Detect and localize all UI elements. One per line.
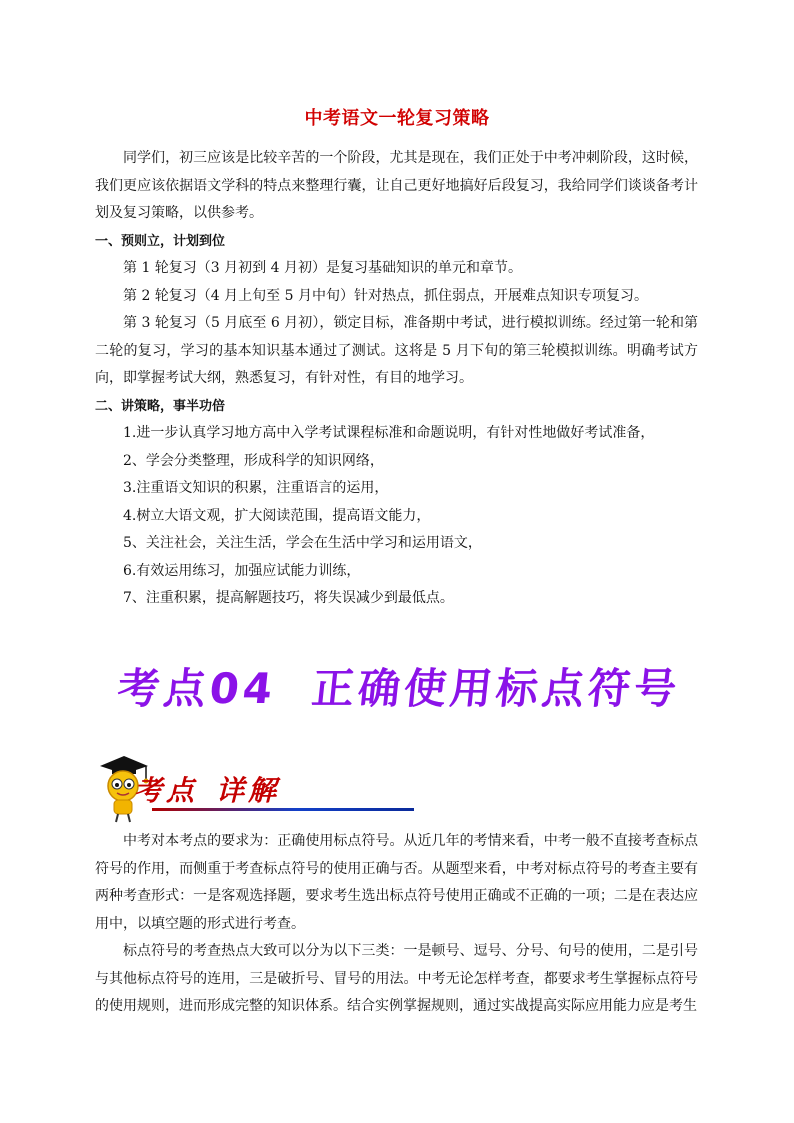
strategy-section (95, 145, 698, 613)
topic-name: 正确使用标点符号 (309, 664, 683, 713)
explanation-paragraph: 标点符号的考查热点大致可以分为以下三类：一是顿号、逗号、分号、句号的使用，二是引号与其他标点符号的连用，三是破折号、冒号的用法。中考无论怎样考查，都要求考生掌握标点符号的使用规则，进而形成完整的知识体系。结合实例掌握规则，通过实战提高实际应用能力应是考生 (95, 943, 698, 1014)
section2-heading: 二、讲策略，事半功倍 (95, 398, 226, 414)
section2-item: 5、关注社会，关注生活，学会在生活中学习和运用语文， (123, 535, 482, 551)
topic-code: 考点04 (115, 664, 279, 713)
section2-item: 1.进一步认真学习地方高中入学考试课程标准和命题说明，有针对性地做好考试准备， (123, 425, 655, 441)
section2-item: 3.注重语文知识的积累，注重语言的运用， (123, 480, 389, 496)
section2-item: 4.树立大语文观，扩大阅读范围，提高语文能力， (123, 507, 431, 524)
section2-item: 6.有效运用练习，加强应试能力训练， (123, 562, 361, 579)
banner-text (134, 769, 280, 809)
section1-item: 第 2 轮复习（4 月上旬至 5 月中旬）针对热点，抓住弱点，开展难点知识专项复习。 (123, 287, 648, 304)
section1-item: 第 1 轮复习（3 月初到 4 月初）是复习基础知识的单元和章节。 (123, 260, 522, 276)
banner-underline (152, 808, 414, 811)
banner-word-2: 详解 (216, 774, 281, 807)
section1-paragraph: 第 3 轮复习（5 月底至 6 月初），锁定目标，准备期中考试，进行模拟训练。经过第一轮和第二轮的复习，学习的基本知识基本通过了测试。这将是 5 月下旬的第三轮模拟训练。明确考试方向，即掌握考试大纲，熟悉复习，有针对性，有目的地学习。 (95, 315, 698, 386)
document-title: 中考语文一轮复习策略 (304, 108, 490, 129)
section-banner (94, 752, 334, 824)
section2-item: 7、注重积累，提高解题技巧，将失误减少到最低点。 (123, 590, 454, 606)
section1-heading: 一、预则立，计划到位 (95, 233, 226, 249)
section2-item: 2、学会分类整理，形成科学的知识网络， (123, 452, 384, 469)
intro-paragraph: 同学们，初三应该是比较辛苦的一个阶段，尤其是现在，我们正处于中考冲刺阶段，这时候，我们更应该依据语文学科的特点来整理行囊，让自己更好地搞好后段复习，我给同学们谈谈备考计划及复习策略，以供参考。 (95, 150, 698, 221)
explanation-paragraph: 中考对本考点的要求为：正确使用标点符号。从近几年的考情来看，中考一般不直接考查标点符号的作用，而侧重于考查标点符号的使用正确与否。从题型来看，中考对标点符号的考查主要有两种考查形式：一是客观选择题，要求考生选出标点符号使用正确或不正确的一项；二是在表达应用中，以填空题的形式进行考查。 (95, 833, 698, 932)
banner-word-1: 考点 (134, 774, 199, 807)
topic-explanation (95, 828, 698, 1021)
topic-title (115, 656, 681, 716)
